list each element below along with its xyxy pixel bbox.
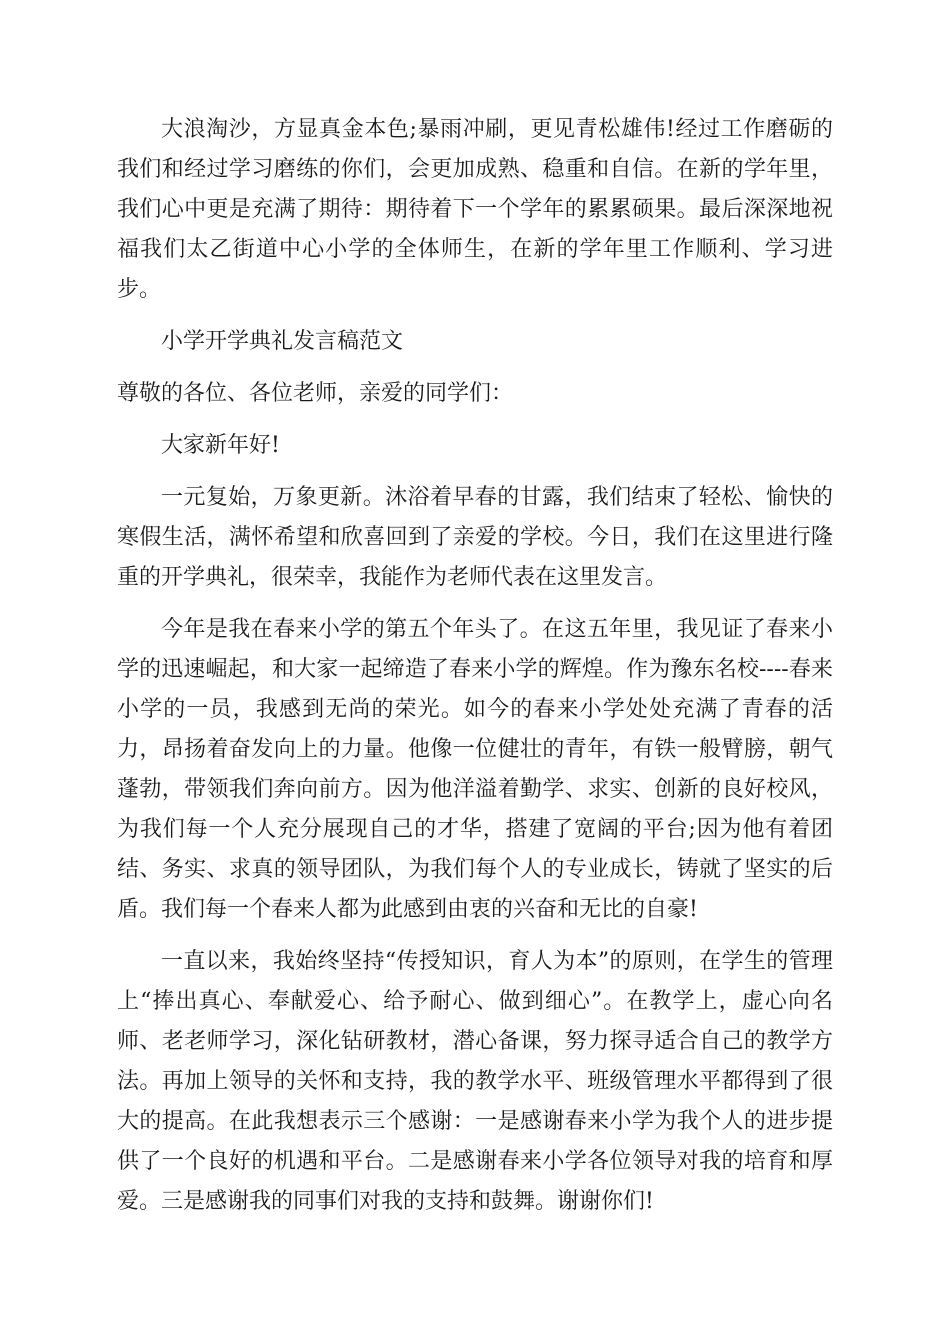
- body-paragraph-thanks: 一直以来，我始终坚持“传授知识，育人为本”的原则，在学生的管理上“捧出真心、奉献爱心、给予耐心、做到细心”。在教学上，虚心向名师、老老师学习，深化钻研教材，潜心备课，努力探寻适合自己的教学方法。再加上领导的关怀和支持，我的教学水平、班级管理水平都得到了很大的提高。在此我想表示三个感谢：一是感谢春来小学为我个人的进步提供了一个良好的机遇和平台。二是感谢春来小学各位领导对我的培育和厚爱。三是感谢我的同事们对我的支持和鼓舞。谢谢你们!: [117, 949, 833, 1214]
- salutation: 尊敬的各位、各位老师，亲爱的同学们：: [117, 381, 514, 406]
- body-paragraph-opening: 一元复始，万象更新。沐浴着早春的甘露，我们结束了轻松、愉快的寒假生活，满怀希望和欣喜回到了亲爱的学校。今日，我们在这里进行隆重的开学典礼，很荣幸，我能作为老师代表在这里发言。: [117, 485, 833, 590]
- document-body: [117, 110, 833, 1234]
- section-title: 小学开学典礼发言稿范文: [161, 329, 404, 354]
- closing-paragraph: 大浪淘沙，方显真金本色;暴雨冲刷，更见青松雄伟!经过工作磨砺的我们和经过学习磨练的你们，会更加成熟、稳重和自信。在新的学年里，我们心中更是充满了期待：期待着下一个学年的累累硕果。最后深深地祝福我们太乙街道中心小学的全体师生，在新的学年里工作顺利、学习进步。: [117, 117, 833, 302]
- greeting: 大家新年好!: [161, 433, 280, 458]
- body-paragraph-school: 今年是我在春来小学的第五个年头了。在这五年里，我见证了春来小学的迅速崛起，和大家一起缔造了春来小学的辉煌。作为豫东名校----春来小学的一员，我感到无尚的荣光。如今的春来小学处处充满了青春的活力，昂扬着奋发向上的力量。他像一位健壮的青年，有铁一般臂膀，朝气蓬勃，带领我们奔向前方。因为他洋溢着勤学、求实、创新的良好校风，为我们每一个人充分展现自己的才华，搭建了宽阔的平台;因为他有着团结、务实、求真的领导团队，为我们每个人的专业成长，铸就了坚实的后盾。我们每一个春来人都为此感到由衷的兴奋和无比的自豪!: [117, 617, 833, 922]
